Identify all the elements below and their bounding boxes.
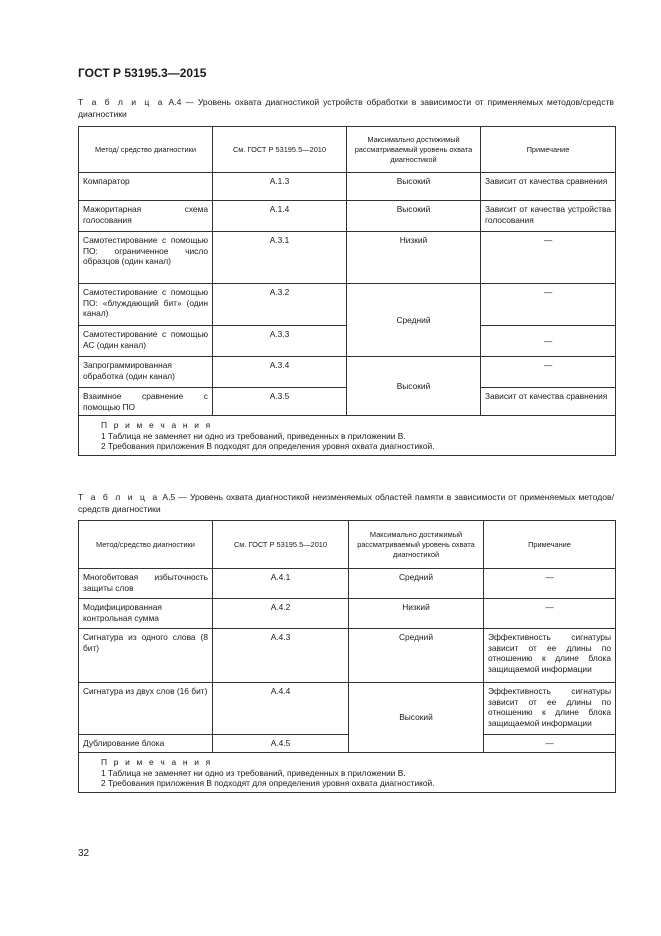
note-cell: —: [481, 357, 616, 388]
note-item: 2 Требования приложения В подходят для определения уровня охвата диагностикой.: [101, 778, 435, 788]
table-header-row: [79, 521, 616, 569]
reference-cell: А.3.4: [213, 357, 347, 388]
table-row: [79, 683, 616, 735]
note-cell: —: [481, 232, 616, 284]
caption-text: А.5 — Уровень охвата диагностикой неизменяемых областей памяти в зависимости от применяемых методов/средств диагностики: [78, 492, 614, 514]
method-cell: Сигнатура из одного слова (8 бит): [79, 629, 213, 683]
method-cell: Самотестирование с помощью ПО: ограниченное число образцов (один канал): [79, 232, 213, 284]
caption-label: Т а б л и ц а: [78, 97, 165, 107]
method-cell: Самотестирование с помощью АС (один канал): [79, 326, 213, 357]
reference-cell: А.4.4: [213, 683, 349, 735]
note-cell: —: [484, 569, 616, 599]
note-cell: —: [481, 284, 616, 326]
note-cell: Эффективность сигнатуры зависит от ее длины по отношению к длине блока защищаемой информации: [484, 683, 616, 735]
table-row: [79, 232, 616, 284]
method-cell: Мажоритарная схема голосования: [79, 201, 213, 232]
reference-cell: А.1.3: [213, 173, 347, 201]
level-cell: Высокий: [347, 201, 481, 232]
reference-cell: А.3.3: [213, 326, 347, 357]
caption-text: А.4 — Уровень охвата диагностикой устройств обработки в зависимости от применяемых методов/средств диагностики: [78, 97, 614, 119]
table-a4-caption: [78, 96, 614, 120]
notes-title: П р и м е ч а н и я: [101, 420, 213, 430]
table-row: [79, 284, 616, 326]
column-header-reference: См. ГОСТ Р 53195.5—2010: [213, 521, 349, 569]
note-item: 2 Требования приложения В подходят для определения уровня охвата диагностикой.: [101, 441, 435, 451]
caption-label: Т а б л и ц а: [78, 492, 160, 502]
method-cell: Дублирование блока: [79, 735, 213, 753]
method-cell: Сигнатура из двух слов (16 бит): [79, 683, 213, 735]
note-cell: Зависит от качества сравнения: [481, 388, 616, 416]
table-row: [79, 201, 616, 232]
note-item: 1 Таблица не заменяет ни одно из требований, приведенных в приложении В.: [101, 767, 406, 778]
reference-cell: А.4.5: [213, 735, 349, 753]
column-header-method: Метод/ средство диагностики: [79, 127, 213, 173]
level-cell: Средний: [349, 569, 484, 599]
method-cell: Взаимное сравнение с помощью ПО: [79, 388, 213, 416]
method-cell: Запрограммированная обработка (один канал): [79, 357, 213, 388]
column-header-level: Максимально достижимый рассматриваемый уровень охвата диагностикой: [347, 127, 481, 173]
reference-cell: А.4.1: [213, 569, 349, 599]
table-row: [79, 569, 616, 599]
column-header-method: Метод/средство диагностики: [79, 521, 213, 569]
table-row: [79, 173, 616, 201]
reference-cell: А.1.4: [213, 201, 347, 232]
column-header-level: Максимально достижимый рассматриваемый уровень охвата диагностикой: [349, 521, 484, 569]
column-header-reference: См. ГОСТ Р 53195.5—2010: [213, 127, 347, 173]
reference-cell: А.4.3: [213, 629, 349, 683]
table-row: [79, 599, 616, 629]
notes-row: [79, 416, 616, 456]
note-cell: Зависит от качества сравнения: [481, 173, 616, 201]
table-notes: [79, 753, 616, 793]
note-cell: —: [484, 599, 616, 629]
level-cell: Высокий: [347, 173, 481, 201]
note-item: 1 Таблица не заменяет ни одно из требований, приведенных в приложении В.: [101, 430, 406, 441]
reference-cell: А.4.2: [213, 599, 349, 629]
table-header-row: [79, 127, 616, 173]
page-title: ГОСТ Р 53195.3—2015: [78, 66, 207, 80]
method-cell: Многобитовая избыточность защиты слов: [79, 569, 213, 599]
notes-title: П р и м е ч а н и я: [101, 757, 213, 767]
level-cell: Средний: [349, 629, 484, 683]
table-a5-caption: [78, 491, 614, 515]
method-cell: Самотестирование с помощью ПО: «блуждающий бит» (один канал): [79, 284, 213, 326]
note-cell: —: [481, 326, 616, 357]
reference-cell: А.3.1: [213, 232, 347, 284]
table-row: [79, 629, 616, 683]
table-a4: [78, 126, 616, 456]
table-row: [79, 357, 616, 388]
level-cell: Высокий: [349, 683, 484, 753]
column-header-note: Примечание: [481, 127, 616, 173]
level-cell: Средний: [347, 284, 481, 357]
level-cell: Высокий: [347, 357, 481, 416]
note-cell: Эффективность сигнатуры зависит от ее длины по отношению к длине блока защищаемой информации: [484, 629, 616, 683]
level-cell: Низкий: [347, 232, 481, 284]
reference-cell: А.3.2: [213, 284, 347, 326]
note-cell: —: [484, 735, 616, 753]
level-cell: Низкий: [349, 599, 484, 629]
column-header-note: Примечание: [484, 521, 616, 569]
page-number: 32: [78, 848, 90, 859]
table-notes: [79, 416, 616, 456]
table-row: [79, 735, 616, 753]
method-cell: Модифицированная контрольная сумма: [79, 599, 213, 629]
reference-cell: А.3.5: [213, 388, 347, 416]
table-a5: [78, 520, 616, 793]
method-cell: Компаратор: [79, 173, 213, 201]
note-cell: Зависит от качества устройства голосования: [481, 201, 616, 232]
notes-row: [79, 753, 616, 793]
